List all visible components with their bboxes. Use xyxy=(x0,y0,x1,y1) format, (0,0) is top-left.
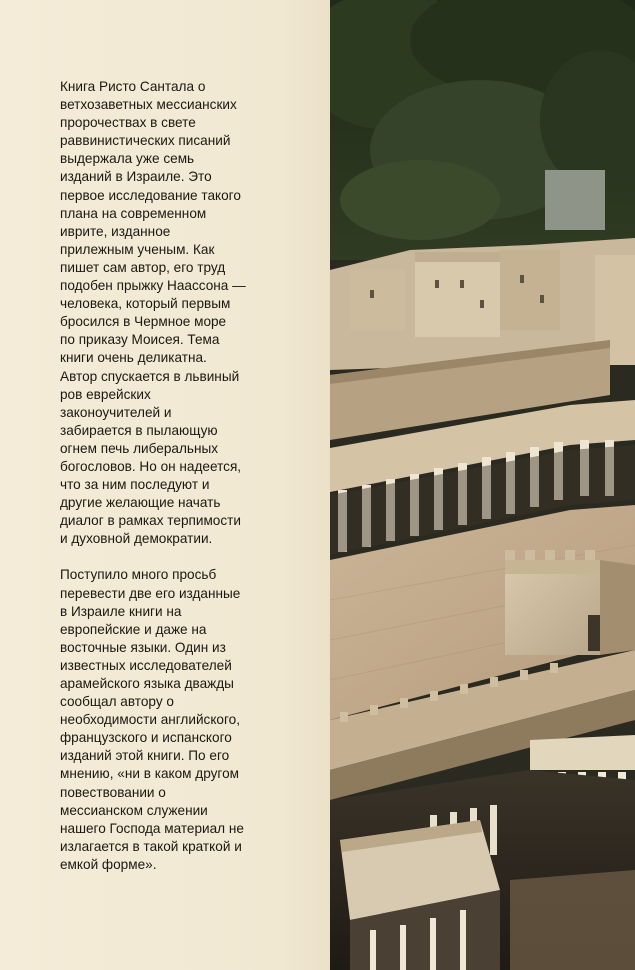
description-text xyxy=(60,78,322,874)
temple-model-photo xyxy=(330,0,635,970)
lower-colonnade-roof xyxy=(530,735,635,770)
paragraph-1: Книга Ристо Сантала о ветхозаветных мессианских пророчествах в свете раввинистических писаний выдержала уже семь изданий в Израиле. Это первое исследование такого плана на современном иврите, изданное прилежным ученым. Как пишет сам автор, его труд подобен прыжку Наассона — человека, который первым бросился в Чермное море по приказу Моисея. Тема книги очень деликатна. Автор спускается в львиный ров еврейских законоучителей и забирается в пылающую огнем печь либеральных богословов. Но он надеется, что за ним последуют и другие желающие начать диалог в рамках терпимости и духовной демократии. xyxy=(60,79,246,547)
gate-tower xyxy=(505,560,600,655)
paragraph-2: Поступило много просьб перевести две его изданные в Израиле книги на европейские и даже на восточные языки. Один из известных исследователей арамейского языка дважды сообщал автору о необходимости английского, французского и испанского изданий этой книги. По его мнению, «ни в каком другом повествовании о мессианском служении нашего Господа материал не излагается в такой краткой и емкой форме». xyxy=(60,567,244,872)
